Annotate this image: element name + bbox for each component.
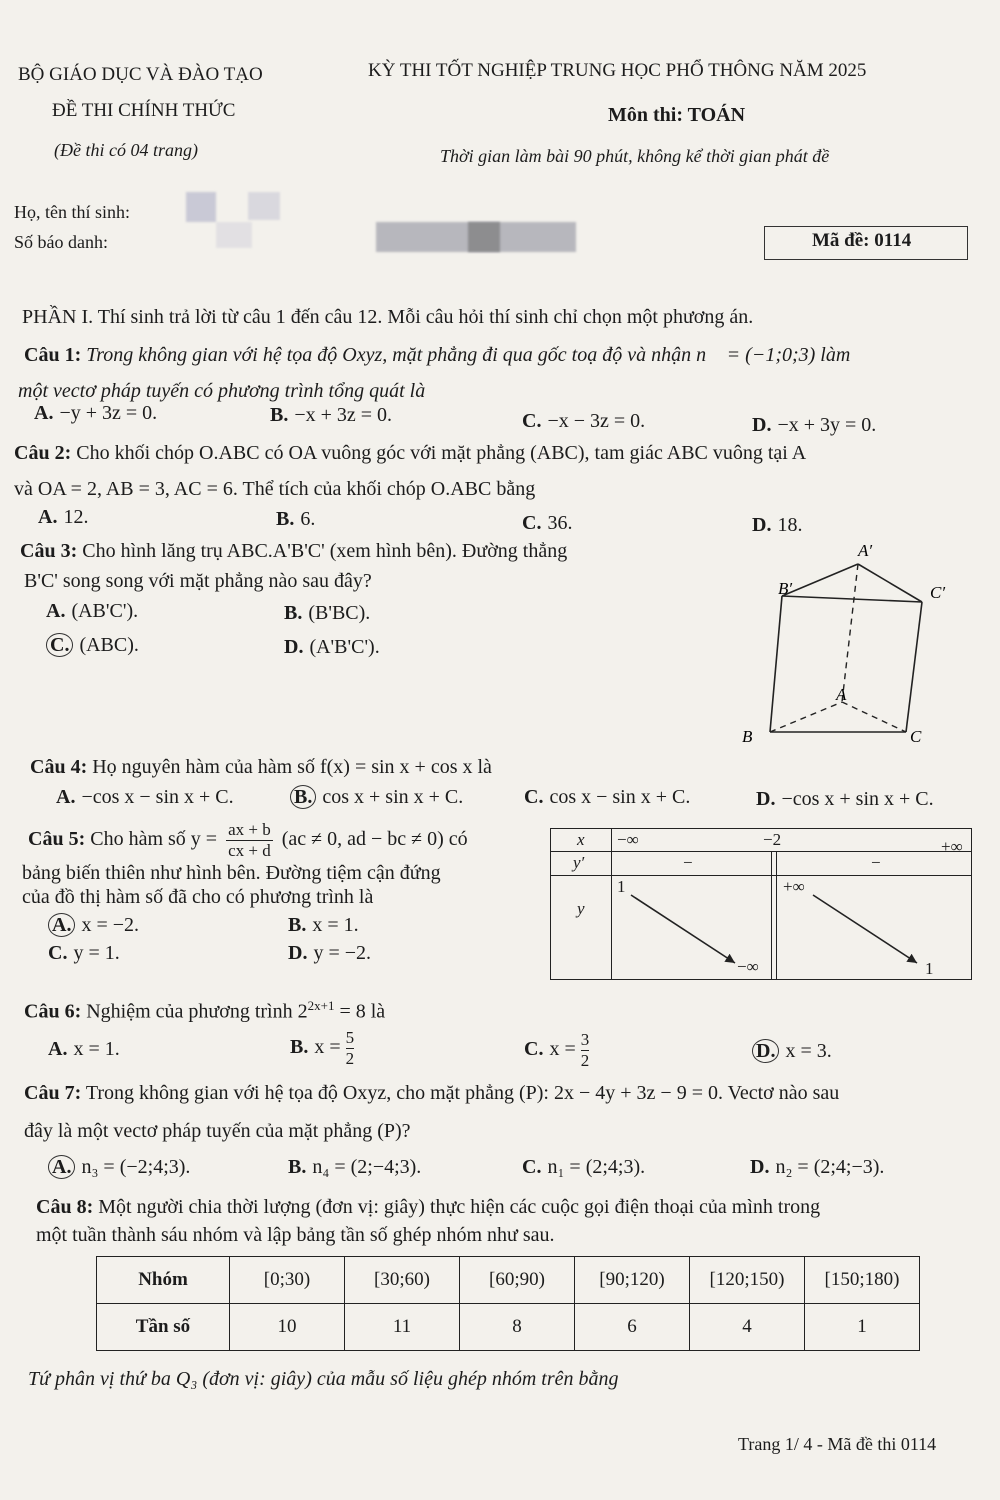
ministry-name: BỘ GIÁO DỤC VÀ ĐÀO TẠO [18,64,263,85]
variation-table [550,828,972,980]
q4-option-c[interactable]: C. cos x − sin x + C. [524,786,691,808]
q3-option-d[interactable]: D. (A'B'C'). [284,636,380,658]
vt-neg-inf: −∞ [617,830,639,849]
freq-group: [120;150) [690,1257,805,1304]
q5-option-a[interactable]: A. x = −2. [48,914,139,937]
prism-figure [730,536,1000,756]
redaction-block [248,192,280,220]
vt-y-right-bottom: 1 [925,959,934,978]
q7-option-a[interactable]: A. n₃ = (−2;4;3). [48,1156,190,1179]
q2-option-b[interactable]: B. 6. [276,508,316,530]
redaction-block [468,222,500,252]
vertex-a-label: A [836,685,847,704]
edge-b1b [770,596,782,732]
part1-intro: PHẦN I. Thí sinh trả lời từ câu 1 đến câu 12. Mỗi câu hỏi thí sinh chỉ chọn một phương án. [22,306,754,328]
edge-a1a [842,564,858,702]
q4-option-a[interactable]: A. −cos x − sin x + C. [56,786,234,808]
vt-sign-right: − [871,853,881,872]
q3-option-a[interactable]: A. (AB'C'). [46,600,139,622]
q8-stem-3: Tứ phân vị thứ ba Q₃ (đơn vị: giây) của mẫu số liệu ghép nhóm trên bằng [28,1368,619,1390]
q7-option-b[interactable]: B. n₄ = (2;−4;3). [288,1156,422,1178]
q5-frac-den: cx + d [228,841,271,860]
q1-option-b[interactable]: B. −x + 3z = 0. [270,404,393,426]
vt-arrows [551,829,971,979]
vt-arrow-left [631,895,735,963]
q3-stem: Câu 3: Cho hình lăng trụ ABC.A'B'C' (xem hình bên). Đường thẳng [20,540,568,562]
q8-stem: Câu 8: Một người chia thời lượng (đơn vị: giây) thực hiện các cuộc gọi điện thoại của mình trong [36,1196,821,1218]
vt-arrow-right [813,895,917,963]
edge-b1a1 [782,564,858,596]
edge-ba [770,702,842,732]
q8-stem-2: một tuần thành sáu nhóm và lập bảng tần số ghép nhóm như sau. [36,1224,555,1246]
q5-option-c[interactable]: C. y = 1. [48,942,120,964]
vt-yp-label: y′ [573,853,585,872]
freq-value: 1 [805,1304,920,1351]
vt-pos-inf: +∞ [941,837,963,856]
q1-option-a[interactable]: A. −y + 3z = 0. [34,402,158,424]
q6-stem: Câu 6: Nghiệm của phương trình $2^{2x+1} = 8$ là [24,998,386,1023]
q2-stem-2: và OA = 2, AB = 3, AC = 6. Thể tích của khối chóp O.ABC bằng [14,478,536,500]
q6-option-c[interactable]: C. x = $\frac{3}{2}$ [524,1030,590,1070]
q1-stem-2: một vectơ pháp tuyến có phương trình tổng quát là [18,380,426,402]
exam-code: Mã đề: 0114 [812,230,912,251]
q7-option-d[interactable]: D. n₂ = (2;4;−3). [750,1156,885,1178]
q7-stem: Câu 7: Trong không gian với hệ tọa độ Oxyz, cho mặt phẳng (P): 2x − 4y + 3z − 9 = 0. Vectơ nào sau [24,1082,840,1104]
freq-group: [0;30) [230,1257,345,1304]
q3-option-b[interactable]: B. (B'BC). [284,602,371,624]
redaction-block [216,222,252,248]
freq-value: 6 [575,1304,690,1351]
vt-y-left-top: 1 [617,877,626,896]
q4-stem: Câu 4: Họ nguyên hàm của hàm số f(x) = sin x + cos x là [30,756,492,778]
subject-label: Môn thi: TOÁN [608,104,746,126]
vertex-c-label: C [910,727,922,746]
q5-stem: Câu 5: Cho hàm số y = $\frac{ax + b}{cx + d}$ (ac ≠ 0, ad − bc ≠ 0) có [28,820,468,860]
candidate-name-label: Họ, tên thí sinh: [14,202,130,222]
time-note: Thời gian làm bài 90 phút, không kể thời gian phát đề [440,146,830,166]
freq-value: 11 [345,1304,460,1351]
q7-stem-2: đây là một vectơ pháp tuyến của mặt phẳng (P)? [24,1120,411,1142]
freq-value: 10 [230,1304,345,1351]
freq-value: 8 [460,1304,575,1351]
q4-option-b[interactable]: B. cos x + sin x + C. [290,786,463,809]
q5-frac-num: ax + b [228,820,271,839]
q1-stem: Câu 1: Trong không gian với hệ tọa độ Oxyz, mặt phẳng đi qua gốc toạ độ và nhận n⃗ = (−1;0;3) làm [24,344,851,366]
q3-option-c[interactable]: C. (ABC). [46,634,139,657]
edge-a1c1 [858,564,922,602]
official-label: ĐỀ THI CHÍNH THỨC [52,100,236,121]
vertex-c1-label: C′ [930,583,946,602]
edge-b1c1 [782,596,922,602]
q1-option-c[interactable]: C. −x − 3z = 0. [522,410,646,432]
vt-y-right-top: +∞ [783,877,805,896]
freq-group: [150;180) [805,1257,920,1304]
q2-option-d[interactable]: D. 18. [752,514,803,536]
q2-option-c[interactable]: C. 36. [522,512,573,534]
pages-note: (Đề thi có 04 trang) [54,140,198,160]
freq-group: [30;60) [345,1257,460,1304]
vt-sign-left: − [683,853,693,872]
vt-x-label: x [577,830,585,849]
vertex-a1-label: A′ [858,541,873,560]
q6-option-b[interactable]: B. x = $\frac{5}{2}$ [290,1028,355,1068]
q5-stem-3: của đồ thị hàm số đã cho có phương trình là [22,886,374,908]
edge-c1c [906,602,922,732]
redaction-block [186,192,216,222]
freq-row2-head: Tần số [97,1304,230,1351]
q3-stem-2: B'C' song song với mặt phẳng nào sau đây? [24,570,372,592]
exam-title: KỲ THI TỐT NGHIỆP TRUNG HỌC PHỔ THÔNG NĂM 2025 [368,60,867,81]
candidate-id-label: Số báo danh: [14,232,108,252]
freq-group: [90;120) [575,1257,690,1304]
q1-option-d[interactable]: D. −x + 3y = 0. [752,414,877,436]
q4-option-d[interactable]: D. −cos x + sin x + C. [756,788,934,810]
q7-option-c[interactable]: C. n₁ = (2;4;3). [522,1156,646,1178]
freq-row1-head: Nhóm [97,1257,230,1304]
page-footer: Trang 1/ 4 - Mã đề thi 0114 [738,1434,937,1454]
edge-ac [842,702,906,732]
vertex-b-label: B [742,727,753,746]
q5-stem-2: bảng biến thiên như hình bên. Đường tiệm cận đứng [22,862,441,884]
q6-option-a[interactable]: A. x = 1. [48,1038,120,1060]
q2-stem: Câu 2: Cho khối chóp O.ABC có OA vuông góc với mặt phẳng (ABC), tam giác ABC vuông tại A [14,442,807,464]
vertex-b1-label: B′ [778,579,793,598]
freq-value: 4 [690,1304,805,1351]
vt-y-left-bottom: −∞ [737,957,759,976]
q5-option-d[interactable]: D. y = −2. [288,942,372,964]
vt-y-label: y [577,899,585,918]
frequency-table [96,1256,920,1351]
vt-crit: −2 [763,830,782,849]
q5-option-b[interactable]: B. x = 1. [288,914,359,936]
freq-group: [60;90) [460,1257,575,1304]
q2-option-a[interactable]: A. 12. [38,506,89,528]
q6-option-d[interactable]: D. x = 3. [752,1040,832,1063]
